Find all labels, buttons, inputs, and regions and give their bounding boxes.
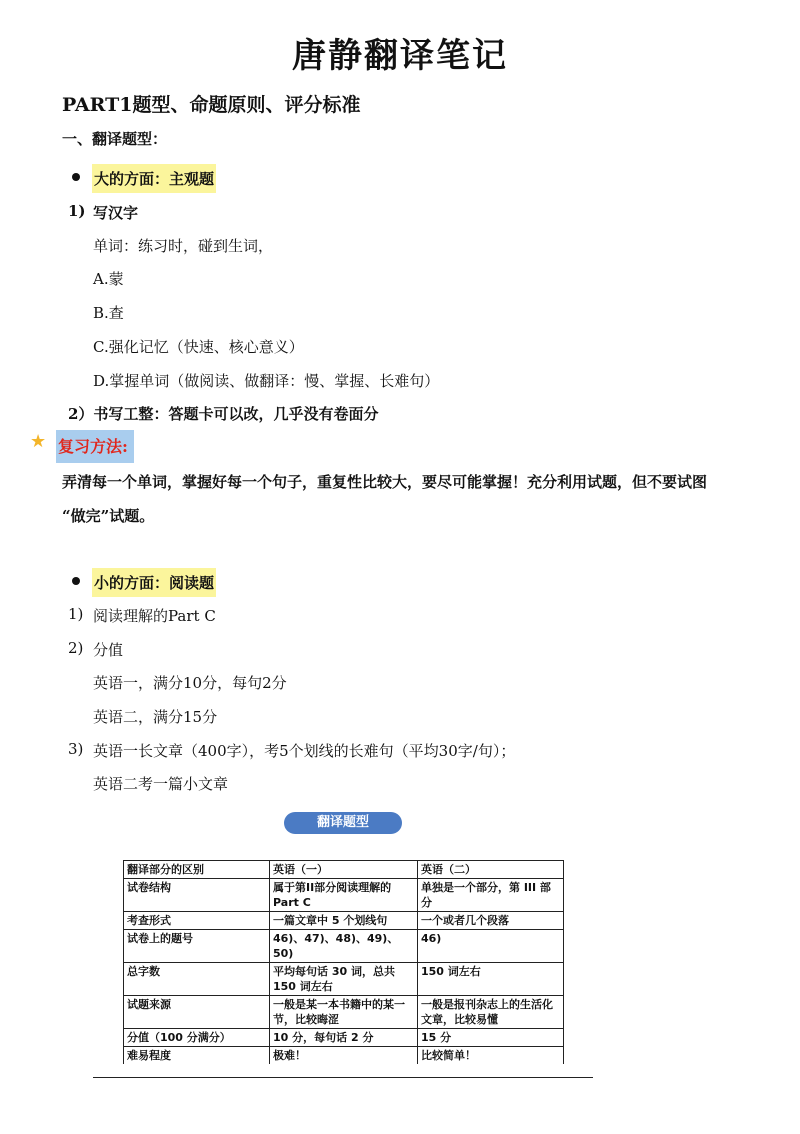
table-row [124,930,564,963]
item-line: 2）书写工整：答题卡可以改，几乎没有卷面分 [68,405,379,423]
page-title: 唐静翻译笔记 [292,36,508,76]
table-header-cell: 翻译部分的区别 [124,861,270,879]
bottom-divider [93,1077,593,1078]
table-cell: 单独是一个部分，第 III 部分 [418,879,564,912]
item-text: 分值 [93,641,124,659]
table-cell: 一般是某一本书籍中的某一节，比较晦涩 [270,996,418,1029]
table-cell: 46) [418,930,564,963]
table-cell: 一般是报刊杂志上的生活化文章，比较易懂 [418,996,564,1029]
table-cell: 属于第II部分阅读理解的Part C [270,879,418,912]
item-number: 1) [68,202,86,220]
table-cell: 试题来源 [124,996,270,1029]
table-row [124,1029,564,1047]
text-line: A.蒙 [93,270,124,288]
table-cell: 试卷结构 [124,879,270,912]
table-title-pill: 翻译题型 [284,812,402,834]
text-line: C.强化记忆（快速、核心意义） [93,338,304,356]
item-number: 1) [68,605,84,623]
table-row [124,1047,564,1065]
section-heading: 一、翻译题型： [62,130,168,148]
score-line: 英语二，满分15分 [93,708,218,726]
table-cell: 比较简单！ [418,1047,564,1065]
review-text-line: “做完”试题。 [62,507,155,525]
score-line: 英语一，满分10分，每句2分 [93,674,287,692]
text-line: D.掌握单词（做阅读、做翻译：慢、掌握、长难句） [93,372,440,390]
table-cell: 一篇文章中 5 个划线句 [270,912,418,930]
star-icon: ★ [30,431,47,452]
bullet-icon [72,577,80,585]
part-heading: PART1题型、命题原则、评分标准 [62,94,361,116]
table-row [124,996,564,1029]
item-number: 3) [68,740,84,758]
minor-heading: 小的方面：阅读题 [92,568,216,597]
comparison-table [123,860,564,1064]
table-cell: 难易程度 [124,1047,270,1065]
table-header-row [124,861,564,879]
major-heading: 大的方面：主观题 [92,164,216,193]
text-line: 单词：练习时，碰到生词， [93,237,274,255]
table-row [124,963,564,996]
item-text: 英语一长文章（400字），考5个划线的长难句（平均30字/句）； [93,742,516,760]
table-cell: 平均每句话 30 词，总共150 词左右 [270,963,418,996]
item-title: 写汉字 [93,204,139,222]
table-cell: 分值（100 分满分） [124,1029,270,1047]
table-cell: 极难！ [270,1047,418,1065]
bullet-icon [72,173,80,181]
table-header-cell: 英语（二） [418,861,564,879]
table-cell: 试卷上的题号 [124,930,270,963]
table-row [124,912,564,930]
table-cell: 考查形式 [124,912,270,930]
table-row [124,879,564,912]
table-cell: 10 分，每句话 2 分 [270,1029,418,1047]
item-text: 英语二考一篇小文章 [93,775,229,793]
table-cell: 15 分 [418,1029,564,1047]
table-cell: 一个或者几个段落 [418,912,564,930]
table-cell: 150 词左右 [418,963,564,996]
review-label: 复习方法: [56,430,134,463]
table-cell: 总字数 [124,963,270,996]
table-header-cell: 英语（一） [270,861,418,879]
review-text-line: 弄清每一个单词，掌握好每一个句子，重复性比较大，要尽可能掌握！充分利用试题，但不要试图 [62,473,708,491]
item-text: 阅读理解的Part C [93,607,216,625]
text-line: B.查 [93,304,124,322]
table-cell: 46)、47)、48)、49)、50) [270,930,418,963]
item-number: 2) [68,639,84,657]
